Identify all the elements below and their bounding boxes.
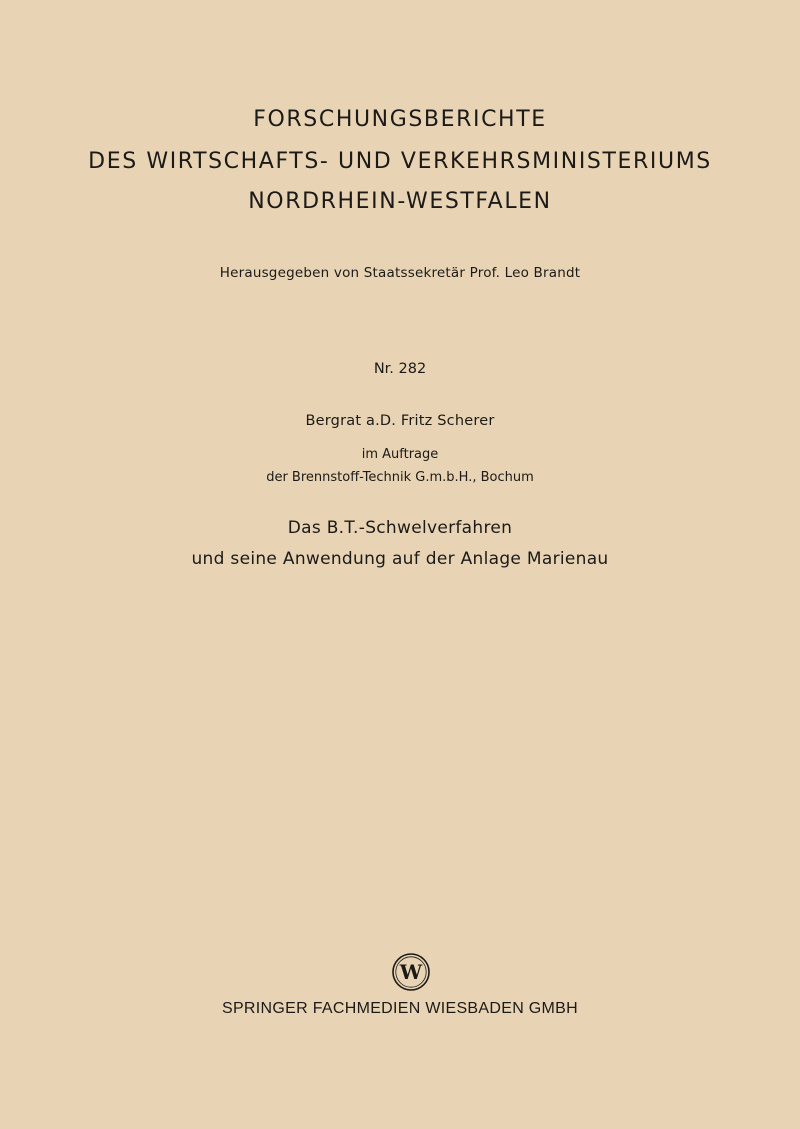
series-title-line-1: FORSCHUNGSBERICHTE	[253, 107, 547, 132]
series-title-line-2: DES WIRTSCHAFTS- UND VERKEHRSMINISTERIUMS	[88, 149, 712, 174]
publisher-logo-letter: W	[399, 960, 423, 984]
book-title-line-1: Das B.T.-Schwelverfahren	[287, 518, 513, 538]
book-title-line-2: und seine Anwendung auf der Anlage Marienau	[191, 549, 609, 569]
author-name: Bergrat a.D. Fritz Scherer	[305, 413, 495, 429]
publisher-name: SPRINGER FACHMEDIEN WIESBADEN GMBH	[221, 1000, 579, 1017]
volume-number: Nr. 282	[373, 361, 427, 377]
editor-credit: Herausgegeben von Staatssekretär Prof. Leo Brandt	[219, 265, 581, 281]
commission-note: im Auftrage	[361, 447, 439, 462]
company-name: der Brennstoff-Technik G.m.b.H., Bochum	[266, 470, 534, 485]
publisher-logo-icon	[391, 952, 431, 992]
series-title-line-3: NORDRHEIN-WESTFALEN	[248, 189, 552, 214]
